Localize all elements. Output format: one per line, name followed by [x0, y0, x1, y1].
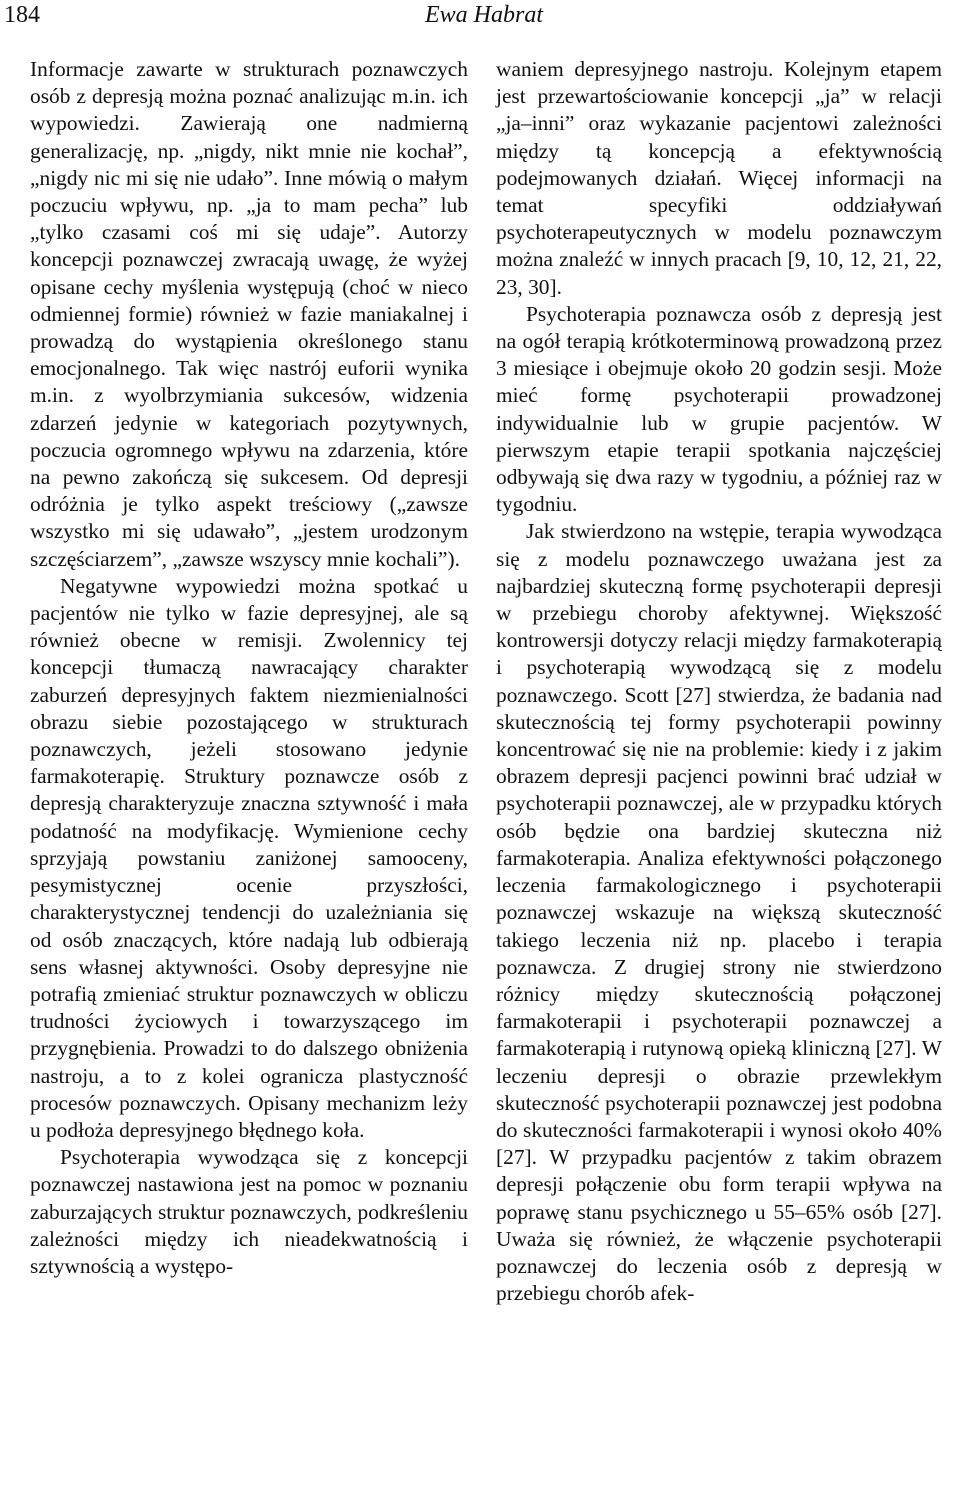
left-column [30, 56, 468, 1280]
paragraph: waniem depresyjnego nastroju. Kolejnym etapem jest przewartościowanie koncepcji „ja” w relacji „ja–inni” oraz wykazanie pacjentowi zależności między tą koncepcją a efektywnością podejmowanych działań. Więcej informacji na temat specyfiki oddziaływań psychoterapeutycznych w modelu poznawczym można znaleźć w innych pracach [9, 10, 12, 21, 22, 23, 30]. [496, 57, 942, 299]
running-author: Ewa Habrat [425, 2, 544, 28]
paragraph: Psychoterapia poznawcza osób z depresją jest na ogół terapią krótkoterminową prowadzoną przez 3 miesiące i obejmuje około 20 godzin sesji. Może mieć formę psychoterapii prowadzonej indywidualnie lub w grupie pacjentów. W pierwszym etapie terapii spotkania najczęściej odbywają się dwa razy w tygodniu, a później raz w tygodniu. [496, 301, 942, 517]
right-column [496, 56, 942, 1307]
paragraph: Negatywne wypowiedzi można spotkać u pacjentów nie tylko w fazie depresyjnej, ale są również obecne w remisji. Zwolennicy tej koncepcji tłumaczą nawracający charakter zaburzeń depresyjnych faktem niezmienialności obrazu siebie pozostającego w strukturach poznawczych, jeżeli stosowano jedynie farmakoterapię. Struktury poznawcze osób z depresją charakteryzuje znaczna sztywność i mała podatność na modyfikację. Wymienione cechy sprzyjają powstaniu zaniżonej samooceny, pesymistycznej ocenie przyszłości, charakterystycznej tendencji do uzależniania się od osób znaczących, które nadają lub odbierają sens własnej aktywności. Osoby depresyjne nie potrafią zmieniać struktur poznawczych w obliczu trudności życiowych i towarzyszącego im przygnębienia. Prowadzi to do dalszego obniżenia nastroju, a to z kolei ogranicza plastyczność procesów poznawczych. Opisany mechanizm leży u podłoża depresyjnego błędnego koła. [30, 573, 468, 1142]
running-header [0, 0, 960, 36]
page-number: 184 [4, 2, 40, 28]
paragraph: Jak stwierdzono na wstępie, terapia wywodząca się z modelu poznawczego uważana jest za najbardziej skuteczną formę psychoterapii depresji w przebiegu choroby afektywnej. Większość kontrowersji dotyczy relacji między farmakoterapią i psychoterapią wywodzącą się z modelu poznawczego. Scott [27] stwierdza, że badania nad skutecznością tej formy psychoterapii powinny koncentrować się nie na problemie: kiedy i z jakim obrazem depresji pacjenci powinni brać udział w psychoterapii poznawczej, ale w przypadku których osób będzie ona bardziej skuteczna niż farmakoterapia. Analiza efektywności połączonego leczenia farmakologicznego i psychoterapii poznawczej wskazuje na większą skuteczność takiego leczenia niż np. placebo i terapia poznawcza. Z drugiej strony nie stwierdzono różnicy między skutecznością połączonej farmakoterapii i psychoterapii poznawczej a farmakoterapią i rutynową opieką kliniczną [27]. W leczeniu depresji o obrazie przewlekłym skuteczność psychoterapii poznawczej jest podobna do skuteczności farmakoterapii i wynosi około 40% [27]. W przypadku pacjentów z takim obrazem depresji połączenie obu form terapii wpływa na poprawę stanu psychicznego u 55–65% osób [27]. Uważa się również, że włączenie psychoterapii poznawczej do leczenia osób z depresją w przebiegu chorób afek- [496, 519, 942, 1306]
paragraph: Psychoterapia wywodząca się z koncepcji poznawczej nastawiona jest na pomoc w poznaniu zaburzających struktur poznawczych, podkreśleniu zależności między ich nieadekwatnością i sztywnością a występo- [30, 1145, 468, 1278]
paragraph: Informacje zawarte w strukturach poznawczych osób z depresją można poznać analizując m.in. ich wypowiedzi. Zawierają one nadmierną generalizację, np. „nigdy, nikt mnie nie kochał”, „nigdy nic mi się nie udało”. Inne mówią o małym poczuciu wpływu, np. „ja to mam pecha” lub „tylko czasami coś mi się udaje”. Autorzy koncepcji poznawczej zwracają uwagę, że wyżej opisane cechy myślenia występują (choć w nieco odmiennej formie) również w fazie maniakalnej i prowadzą do wystąpienia określonego stanu emocjonalnego. Tak więc nastrój euforii wynika m.in. z wyolbrzymiania sukcesów, widzenia zdarzeń jedynie w kategoriach pozytywnych, poczucia ogromnego wpływu na zdarzenia, które na pewno zakończą się sukcesem. Od depresji odróżnia je tylko aspekt treściowy („zawsze wszystko mi się udawało”, „jestem urodzonym szczęściarzem”, „zawsze wszyscy mnie kochali”). [30, 57, 468, 571]
